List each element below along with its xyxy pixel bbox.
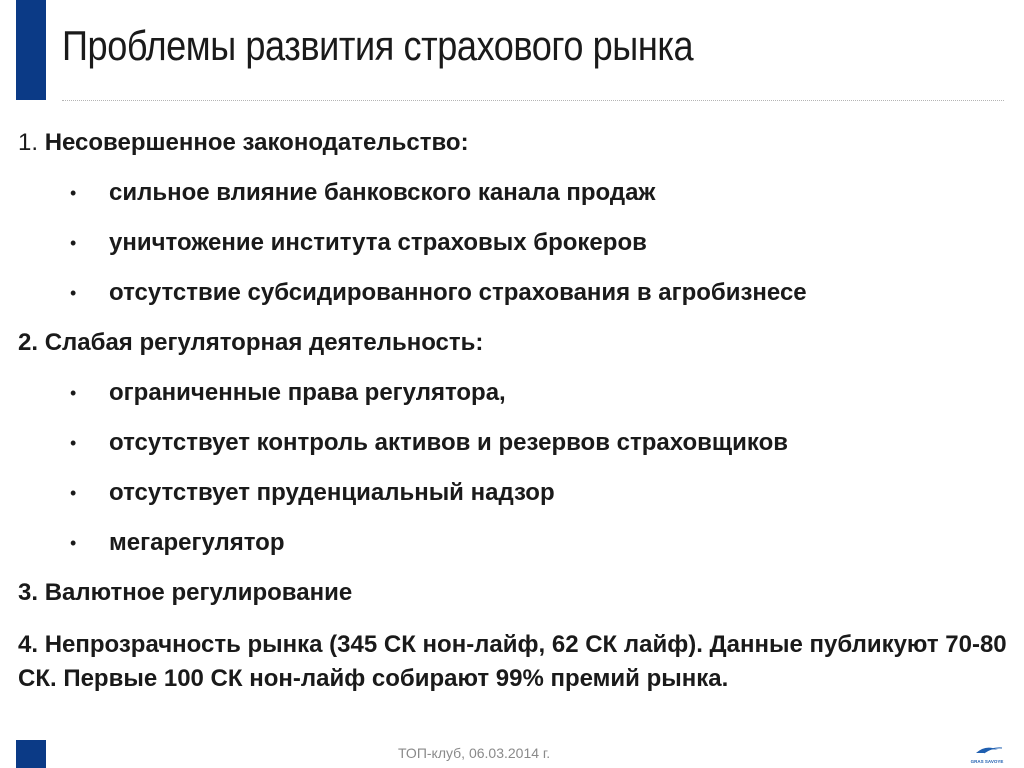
- bullet-icon: •: [70, 483, 77, 503]
- section-title: Валютное регулирование: [44, 579, 353, 606]
- svg-text:GRAS SAVOYE: GRAS SAVOYE: [970, 759, 1004, 764]
- slide-title: Проблемы развития страхового рынка: [62, 22, 694, 69]
- list-item: • мегарегулятор: [70, 529, 285, 556]
- section-title: Несовершенное законодательство:: [44, 129, 469, 156]
- gras-savoye-logo: [964, 742, 1010, 766]
- list-item: • ограниченные права регулятора,: [70, 379, 506, 406]
- section-title: Слабая регуляторная деятельность:: [44, 329, 484, 356]
- bullet-icon: •: [70, 283, 77, 303]
- list-item: • отсутствие субсидированного страхования в агробизнесе: [70, 279, 807, 306]
- section-title: Непрозрачность рынка (345 СК нон-лайф, 62 СК лайф). Данные публикуют 70-80 СК. Первые 100 СК нон-лайф собирают 99% премий рынка.: [18, 631, 1007, 692]
- bullet-icon: •: [70, 233, 77, 253]
- bullet-icon: •: [70, 383, 77, 403]
- section-heading-1: [18, 128, 1014, 158]
- section-heading-2: [18, 328, 1014, 358]
- list-item: • сильное влияние банковского канала продаж: [70, 179, 656, 206]
- list-item: • отсутствует контроль активов и резервов страховщиков: [70, 429, 789, 456]
- accent-bar-bottom: [16, 740, 46, 768]
- section-heading-3: [18, 578, 1014, 608]
- section-number: 2.: [18, 329, 39, 356]
- bullet-icon: •: [70, 433, 77, 453]
- accent-bar-top: [16, 0, 46, 100]
- slide-content: [18, 128, 1014, 696]
- section-heading-4: [18, 628, 1014, 696]
- section-number: 4.: [18, 631, 39, 658]
- bullet-icon: •: [70, 533, 77, 553]
- list-item: • уничтожение института страховых брокеров: [70, 229, 647, 256]
- list-item: • отсутствует пруденциальный надзор: [70, 479, 555, 506]
- title-divider: [62, 100, 1004, 101]
- bullet-icon: •: [70, 183, 77, 203]
- footer-date: ТОП-клуб, 06.03.2014 г.: [398, 745, 551, 761]
- bullet-list-1: [18, 178, 1014, 308]
- section-number: 3.: [18, 579, 39, 606]
- bullet-list-2: [18, 378, 1014, 558]
- section-number: 1.: [18, 129, 39, 156]
